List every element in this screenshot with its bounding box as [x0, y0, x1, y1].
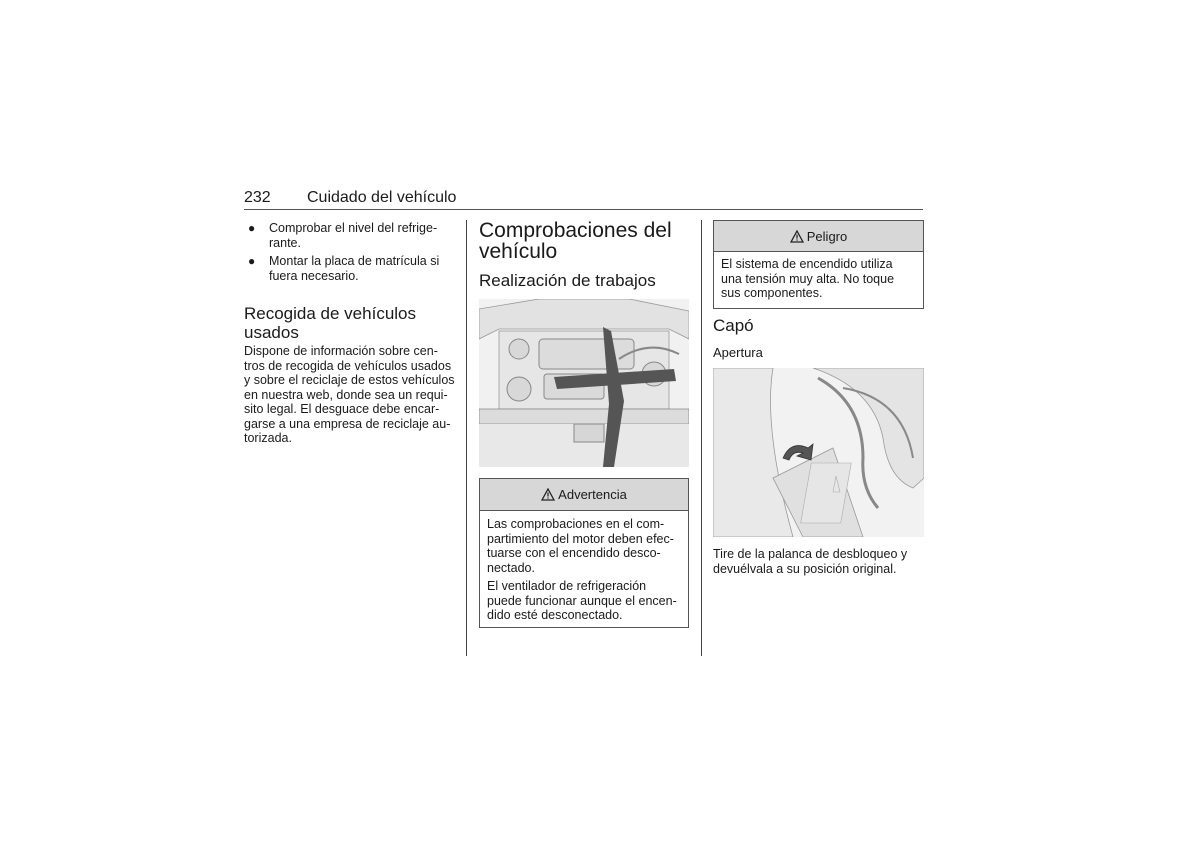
engine-drawing-svg	[479, 299, 689, 467]
section-heading: Recogida de vehículos usados	[244, 304, 417, 342]
column-divider	[701, 220, 702, 656]
subsection-heading: Apertura	[713, 345, 763, 360]
bullet-list	[244, 221, 456, 283]
page-header	[244, 189, 923, 210]
warning-body	[480, 511, 688, 633]
list-item	[244, 254, 456, 283]
subsection-heading: Realización de trabajos	[479, 271, 656, 290]
page-number: 232	[244, 189, 271, 206]
column-middle	[479, 220, 689, 290]
section-heading: Capó	[713, 316, 754, 335]
danger-header	[714, 221, 923, 252]
warning-paragraph: El ventilador de refrigeración puede funcionar aunque el encen- dido esté desconectado.	[487, 579, 677, 622]
chapter-heading: Comprobaciones del vehículo	[479, 219, 672, 263]
column-left	[244, 221, 456, 446]
list-item-text: Montar la placa de matrícula si fuera necesario.	[269, 254, 440, 283]
warning-label: Advertencia	[558, 487, 627, 502]
warning-box	[479, 478, 689, 628]
column-divider	[466, 220, 467, 656]
warning-header	[480, 479, 688, 511]
hood-release-illustration	[713, 368, 924, 537]
list-item	[244, 221, 456, 250]
danger-label: Peligro	[806, 228, 848, 244]
running-title: Cuidado del vehículo	[307, 189, 457, 206]
illustration-caption: Tire de la palanca de desbloqueo y devuélvala a su posición original.	[713, 547, 908, 576]
warning-paragraph: Las comprobaciones en el com- partimiento del motor deben efec- tuarse con el encendido desco- nectado.	[487, 517, 674, 575]
warning-triangle-icon	[790, 230, 804, 243]
bullet-icon: ●	[248, 254, 256, 268]
hood-release-drawing-svg	[713, 368, 924, 537]
section-paragraph: Dispone de información sobre cen- tros de recogida de vehículos usados y sobre el reciclaje de estos vehículos en nuestra web, donde sea un requi- sito legal. El desguace debe encar- garse a una empresa de reciclaje au- torizada.	[244, 344, 455, 445]
warning-triangle-icon	[541, 488, 555, 501]
engine-compartment-illustration	[479, 299, 689, 467]
danger-box	[713, 220, 924, 309]
danger-body	[714, 252, 923, 307]
bullet-icon: ●	[248, 221, 256, 235]
list-item-text: Comprobar el nivel del refrige- rante.	[269, 221, 438, 250]
danger-text: El sistema de encendido utiliza una tensión muy alta. No toque sus componentes.	[721, 257, 895, 300]
